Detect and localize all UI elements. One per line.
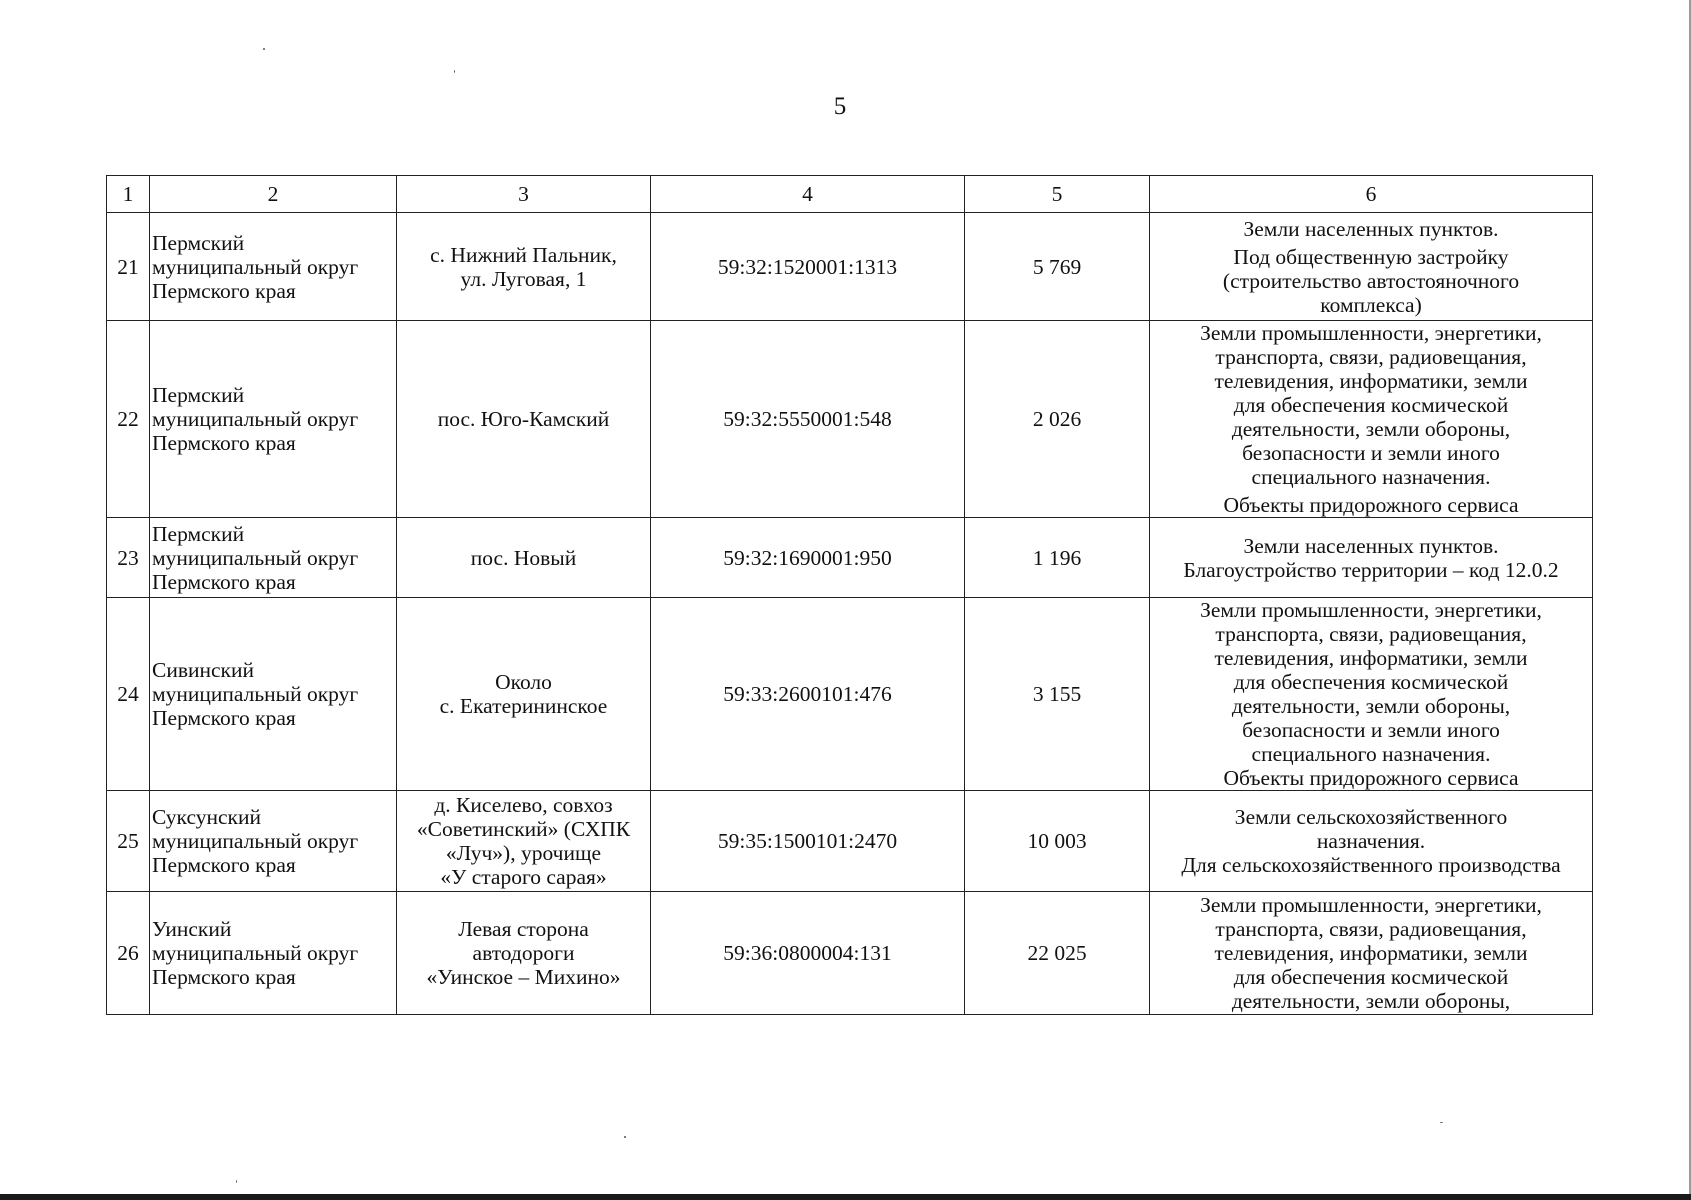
- land-purpose-cell: [1150, 791, 1593, 892]
- cell-text-line: транспорта, связи, радиовещания,: [1215, 917, 1527, 941]
- district-cell: [150, 213, 397, 321]
- district-cell: [150, 598, 397, 791]
- row-number-cell: 25: [107, 791, 150, 892]
- cell-text-line: муниципальный округ: [152, 407, 359, 431]
- cell-text-line: Пермского края: [152, 431, 296, 455]
- row-number-cell: 22: [107, 321, 150, 518]
- cell-text-line: безопасности и земли иного: [1242, 718, 1500, 742]
- cell-text-line: специального назначения.: [1251, 465, 1491, 489]
- cell-text-line: муниципальный округ: [152, 545, 359, 570]
- cell-text-line: «Советинский» (СХПК: [416, 817, 631, 841]
- cell-text-line: с. Нижний Пальник,: [430, 242, 617, 267]
- table-row: [107, 213, 1593, 321]
- area-cell: 5 769: [965, 213, 1150, 321]
- cell-text-line: Левая сторона: [458, 917, 589, 941]
- scan-speck: [454, 70, 455, 73]
- cell-text-line: телевидения, информатики, земли: [1214, 941, 1528, 965]
- cadastral-number-cell: 59:32:1690001:950: [651, 518, 965, 598]
- cell-text-line: Земли промышленности, энергетики,: [1200, 598, 1542, 622]
- row-number-cell: 21: [107, 213, 150, 321]
- page-number: 5: [833, 93, 847, 120]
- column-number-header: 3: [397, 176, 651, 213]
- land-purpose-cell: [1150, 518, 1593, 598]
- cell-text-line: телевидения, информатики, земли: [1214, 369, 1528, 393]
- cell-text-line: Около: [495, 670, 552, 694]
- cell-text-line: специального назначения.: [1251, 742, 1491, 766]
- table-row: [107, 791, 1593, 892]
- table-header-row: [107, 176, 1593, 213]
- scan-speck: [263, 48, 265, 50]
- cell-text-line: Земли населенных пунктов.: [1243, 533, 1499, 558]
- cadastral-number-cell: 59:33:2600101:476: [651, 598, 965, 791]
- cadastral-number-cell: 59:36:0800004:131: [651, 892, 965, 1015]
- land-purpose-cell: [1150, 598, 1593, 791]
- location-cell: [397, 892, 651, 1015]
- district-cell: [150, 892, 397, 1015]
- cell-text-line: для обеспечения космической: [1233, 393, 1509, 417]
- cell-text-line: для обеспечения космической: [1233, 670, 1509, 694]
- cell-text-line: Сивинский: [152, 658, 255, 682]
- area-cell: 22 025: [965, 892, 1150, 1015]
- cell-text-line: назначения.: [1316, 829, 1426, 853]
- cell-text-line: муниципальный округ: [152, 829, 359, 853]
- table-row: [107, 598, 1593, 791]
- cell-text-line: «У старого сарая»: [440, 865, 607, 889]
- cell-text-line: Уинский: [152, 917, 232, 941]
- cell-text-line: Пермского края: [152, 569, 296, 594]
- cell-text-line: Земли промышленности, энергетики,: [1200, 893, 1542, 917]
- column-number-header: 2: [150, 176, 397, 213]
- cell-text-line: для обеспечения космической: [1233, 965, 1509, 989]
- cell-text-line: деятельности, земли обороны,: [1231, 989, 1511, 1013]
- district-cell: [150, 321, 397, 518]
- land-purpose-cell: [1150, 321, 1593, 518]
- cadastral-number-cell: 59:32:1520001:1313: [651, 213, 965, 321]
- cell-text-line: Пермский: [152, 383, 245, 407]
- area-cell: 1 196: [965, 518, 1150, 598]
- column-number-header: 4: [651, 176, 965, 213]
- cell-text-line: д. Киселево, совхоз: [434, 793, 613, 817]
- area-cell: 10 003: [965, 791, 1150, 892]
- row-number-cell: 24: [107, 598, 150, 791]
- cell-text-line: безопасности и земли иного: [1242, 441, 1500, 465]
- area-cell: 3 155: [965, 598, 1150, 791]
- cell-text-line: Суксунский: [152, 805, 261, 829]
- row-number-cell: 26: [107, 892, 150, 1015]
- area-cell: 2 026: [965, 321, 1150, 518]
- cell-text-line: с. Екатерининское: [439, 694, 608, 718]
- table-row: [107, 892, 1593, 1015]
- cell-text-line: Объекты придорожного сервиса: [1223, 766, 1519, 790]
- cell-text-line: автодороги: [472, 941, 575, 965]
- cell-text-line: Земли населенных пунктов.: [1243, 216, 1499, 241]
- cell-text-line: пос. Новый: [470, 545, 577, 570]
- cell-text-line: Объекты придорожного сервиса: [1223, 493, 1519, 517]
- location-cell: [397, 321, 651, 518]
- cadastral-number-cell: 59:35:1500101:2470: [651, 791, 965, 892]
- cell-text-line: муниципальный округ: [152, 254, 359, 279]
- cell-text-line: Для сельскохозяйственного производства: [1181, 853, 1561, 877]
- land-purpose-cell: [1150, 213, 1593, 321]
- cell-text-line: Пермского края: [152, 853, 296, 877]
- cell-text-line: Пермского края: [152, 965, 296, 989]
- column-number-header: 6: [1150, 176, 1593, 213]
- cell-text-line: Земли сельскохозяйственного: [1234, 805, 1508, 829]
- cell-text-line: Пермский: [152, 230, 245, 255]
- cell-text-line: «Уинское – Михино»: [426, 965, 621, 989]
- cell-text-line: деятельности, земли обороны,: [1231, 417, 1511, 441]
- table-row: [107, 321, 1593, 518]
- scan-speck: [624, 1136, 626, 1138]
- table-body: [107, 176, 1593, 1015]
- cell-text-line: муниципальный округ: [152, 682, 359, 706]
- location-cell: [397, 518, 651, 598]
- cell-text-line: деятельности, земли обороны,: [1231, 694, 1511, 718]
- cell-text-line: муниципальный округ: [152, 941, 359, 965]
- cadastral-number-cell: 59:32:5550001:548: [651, 321, 965, 518]
- cell-text-line: Пермский: [152, 521, 245, 546]
- cell-text-line: ул. Луговая, 1: [460, 266, 587, 291]
- district-cell: [150, 791, 397, 892]
- scan-speck: [236, 1180, 237, 1183]
- location-cell: [397, 213, 651, 321]
- cell-text-line: Благоустройство территории – код 12.0.2: [1183, 557, 1559, 582]
- cell-text-line: «Луч»), урочище: [445, 841, 602, 865]
- cell-text-line: Пермского края: [152, 278, 296, 303]
- cell-text-line: Под общественную застройку: [1233, 244, 1509, 269]
- column-number-header: 5: [965, 176, 1150, 213]
- column-number-header: 1: [107, 176, 150, 213]
- cell-text-line: транспорта, связи, радиовещания,: [1215, 345, 1527, 369]
- scan-speck: [1440, 1122, 1443, 1123]
- land-plot-table: [106, 175, 1593, 1015]
- cell-text-line: телевидения, информатики, земли: [1214, 646, 1528, 670]
- cell-text-line: (строительство автостояночного: [1222, 268, 1520, 293]
- location-cell: [397, 598, 651, 791]
- district-cell: [150, 518, 397, 598]
- row-number-cell: 23: [107, 518, 150, 598]
- scan-edge: [0, 1194, 1691, 1200]
- cell-text-line: транспорта, связи, радиовещания,: [1215, 622, 1527, 646]
- cell-text-line: пос. Юго-Камский: [437, 407, 610, 431]
- location-cell: [397, 791, 651, 892]
- cell-text-line: Пермского края: [152, 706, 296, 730]
- table-row: [107, 518, 1593, 598]
- cell-text-line: Земли промышленности, энергетики,: [1200, 321, 1542, 345]
- land-purpose-cell: [1150, 892, 1593, 1015]
- cell-text-line: комплекса): [1320, 292, 1422, 317]
